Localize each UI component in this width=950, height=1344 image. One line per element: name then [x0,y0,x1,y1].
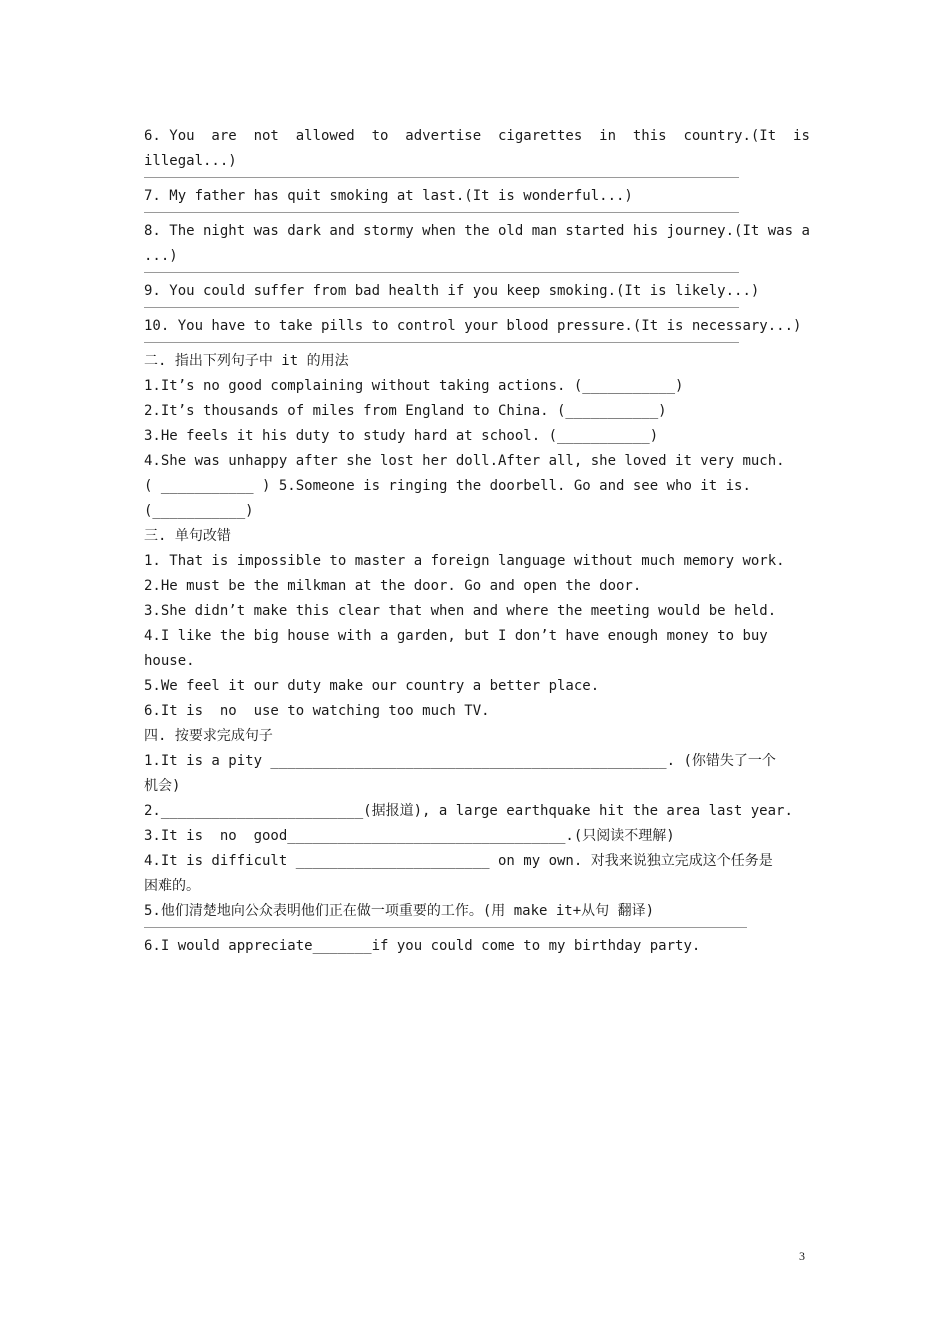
question-9: 9. You could suffer from bad health if you keep smoking.(It is likely...) [144,283,760,299]
question-10: 10. You have to take pills to control your blood pressure.(It is necessary...) [144,318,802,334]
section-2-item-4: 4.She was unhappy after she lost her doll.After all, she loved it very much. [144,453,785,469]
section-4-item-5: 5.他们清楚地向公众表明他们正在做一项重要的工作。(用 make it+从句 翻译) [144,903,655,919]
section-2-item-5: ( ___________ ) 5.Someone is ringing the doorbell. Go and see who it is. [144,478,751,494]
page-number: 3 [799,1249,805,1263]
section-4-title: 四. 按要求完成句子 [144,728,273,744]
section-3-item-2: 2.He must be the milkman at the door. Go and open the door. [144,578,642,594]
section-4-item-6: 6.I would appreciate_______if you could come to my birthday party. [144,938,701,954]
answer-line-7 [144,212,739,213]
section-2-item-2: 2.It’s thousands of miles from England to China. (___________) [144,403,667,419]
section-4-item-4-line2: 困难的。 [144,878,200,894]
question-8-line2: ...) [144,248,178,264]
section-2-title: 二. 指出下列句子中 it 的用法 [144,353,349,369]
worksheet-page [144,124,808,959]
question-6-line2: illegal...) [144,153,237,169]
section-3-item-3: 3.She didn’t make this clear that when and where the meeting would be held. [144,603,777,619]
section-2-item-3: 3.He feels it his duty to study hard at school. (___________) [144,428,659,444]
section-4-item-1-line2: 机会) [144,778,181,794]
answer-line-10 [144,342,739,343]
section-3-item-1: 1. That is impossible to master a foreign language without much memory work. [144,553,785,569]
section-4-item-2: 2.________________________(据报道), a large earthquake hit the area last year. [144,803,793,819]
answer-line-section-4-item-5 [144,927,747,928]
question-6-line1: 6. You are not allowed to advertise cigarettes in this country.(It is [144,128,810,144]
section-3-item-5: 5.We feel it our duty make our country a better place. [144,678,600,694]
section-4-item-1-line1: 1.It is a pity _______________________________________________. (你错失了一个 [144,753,776,769]
answer-line-9 [144,307,739,308]
section-3-item-4-line1: 4.I like the big house with a garden, but I don’t have enough money to buy [144,628,768,644]
question-8-line1: 8. The night was dark and stormy when the old man started his journey.(It was a [144,223,810,239]
section-3-title: 三. 单句改错 [144,528,231,544]
answer-line-6 [144,177,739,178]
section-2-item-6: (___________) [144,503,254,519]
section-4-item-3: 3.It is no good_________________________________.(只阅读不理解) [144,828,675,844]
question-7: 7. My father has quit smoking at last.(It is wonderful...) [144,188,633,204]
section-2-item-1: 1.It’s no good complaining without taking actions. (___________) [144,378,684,394]
answer-line-8 [144,272,739,273]
section-4-item-4-line1: 4.It is difficult _______________________ on my own. 对我来说独立完成这个任务是 [144,853,773,869]
section-3-item-4-line2: house. [144,653,195,669]
section-3-item-6: 6.It is no use to watching too much TV. [144,703,490,719]
